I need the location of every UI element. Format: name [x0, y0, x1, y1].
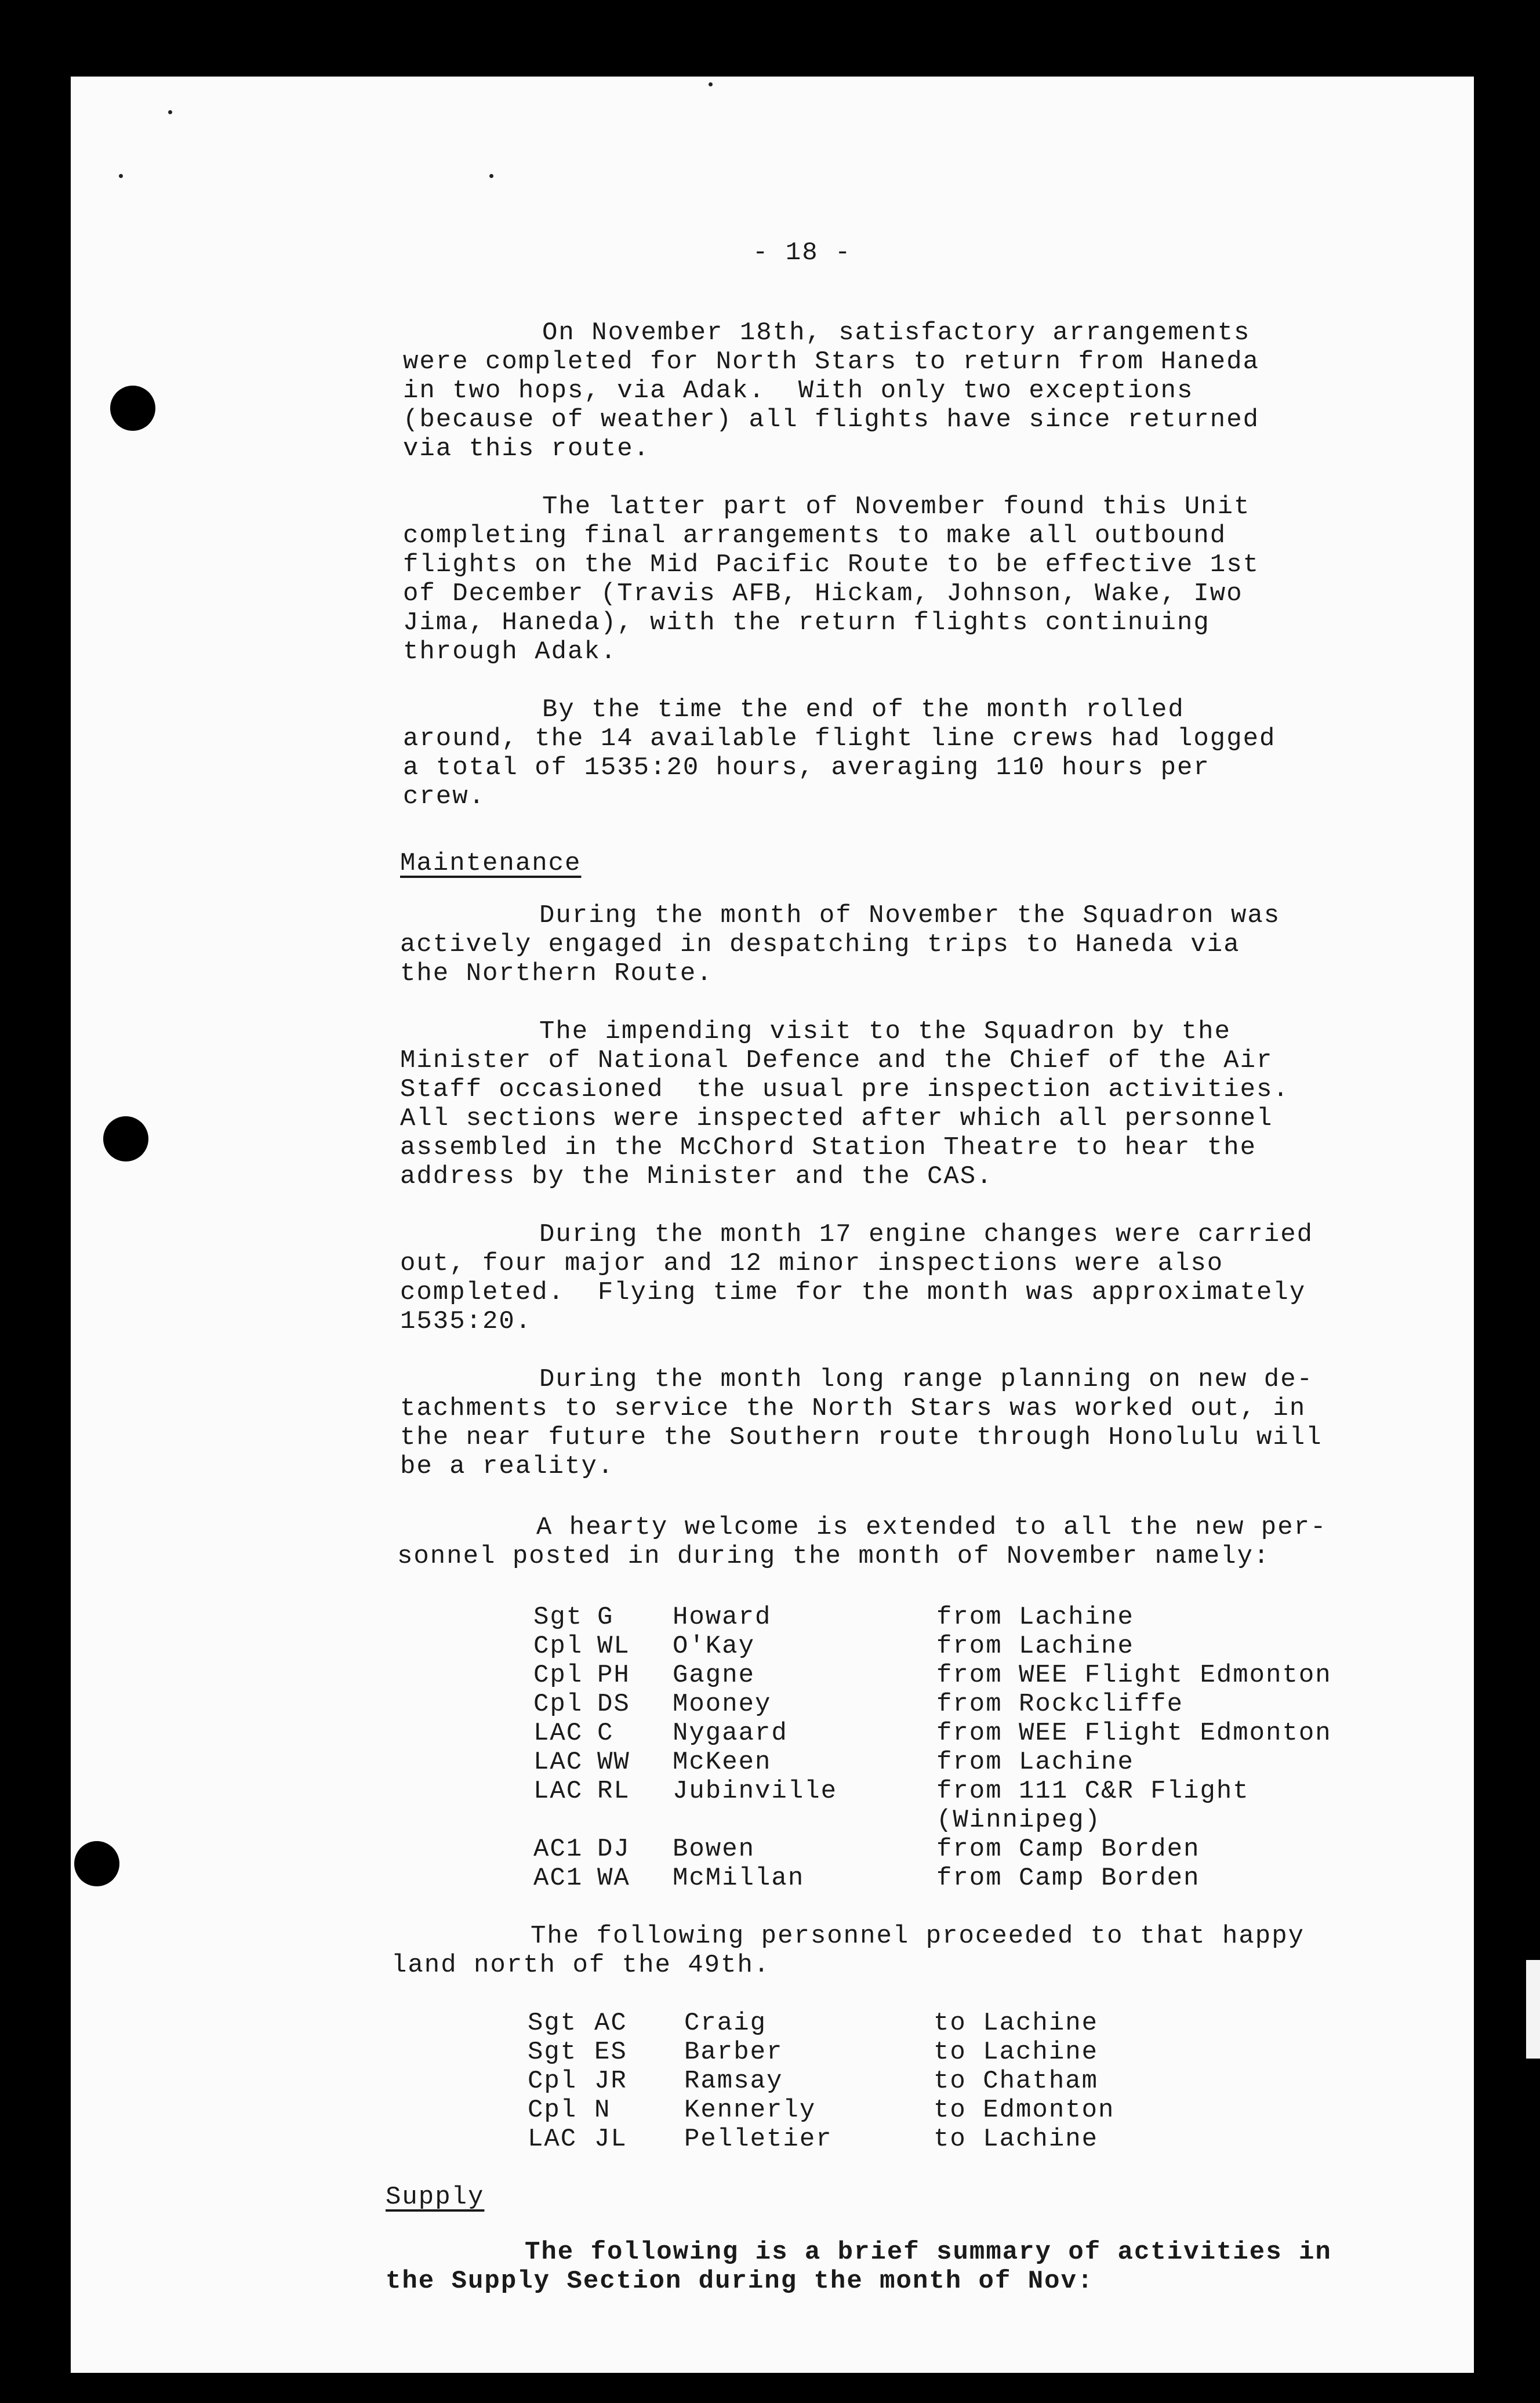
arrival-row-rank: Cpl	[533, 1632, 583, 1661]
departure-row-name: Craig	[684, 2009, 767, 2038]
text-line: The impending visit to the Squadron by the	[539, 1017, 1231, 1046]
text-line: actively engaged in despatching trips to Haneda via	[400, 930, 1240, 959]
arrival-row-from: from WEE Flight Edmonton	[936, 1661, 1332, 1690]
text-line: During the month 17 engine changes were carried	[539, 1220, 1314, 1249]
text-line: the near future the Southern route through Honolulu will	[400, 1423, 1323, 1452]
departure-row-name: Ramsay	[684, 2067, 783, 2096]
text-line: The latter part of November found this Unit	[542, 492, 1251, 521]
arrival-row-from: (Winnipeg)	[936, 1806, 1102, 1835]
arrival-row-init: G	[597, 1603, 614, 1632]
arrival-row-rank: Cpl	[533, 1690, 583, 1719]
text-line: The following personnel proceeded to that happy	[531, 1922, 1305, 1951]
arrival-row-rank: LAC	[533, 1748, 583, 1777]
arrival-row-init: DJ	[597, 1835, 630, 1864]
text-line: address by the Minister and the CAS.	[400, 1162, 993, 1191]
text-line: By the time the end of the month rolled	[542, 695, 1185, 724]
departure-row-to: to Lachine	[934, 2038, 1099, 2067]
arrival-row-from: from Lachine	[936, 1748, 1134, 1777]
departure-row-rank: LAC	[528, 2125, 578, 2154]
supply-heading: Supply	[386, 2183, 485, 2212]
text-line: land north of the 49th.	[391, 1951, 771, 1980]
speck-mark	[489, 174, 493, 178]
text-line: All sections were inspected after which all personnel	[400, 1104, 1273, 1133]
arrival-row-from: from Camp Borden	[936, 1864, 1200, 1893]
text-line: On November 18th, satisfactory arrangements	[542, 318, 1251, 347]
arrival-row-rank: LAC	[533, 1719, 583, 1748]
arrival-row-name: Jubinville	[673, 1777, 838, 1806]
arrival-row-from: from Lachine	[936, 1632, 1134, 1661]
arrival-row-name: Nygaard	[673, 1719, 788, 1748]
arrival-row-rank: Sgt	[533, 1603, 583, 1632]
text-line: be a reality.	[400, 1452, 615, 1481]
text-line: the Supply Section during the month of Nov:	[386, 2267, 1094, 2296]
arrival-row-from: from 111 C&R Flight	[936, 1777, 1250, 1806]
speck-mark	[709, 82, 713, 86]
text-line: a total of 1535:20 hours, averaging 110 hours per	[403, 753, 1210, 782]
departure-row-name: Pelletier	[684, 2125, 833, 2154]
text-line: Jima, Haneda), with the return flights continuing	[403, 608, 1210, 637]
departure-row-init: ES	[594, 2038, 627, 2067]
departure-row-to: to Chatham	[934, 2067, 1099, 2096]
next-page-edge	[1526, 1960, 1540, 2059]
arrival-row-init: C	[597, 1719, 614, 1748]
text-line: around, the 14 available flight line crews had logged	[403, 724, 1276, 753]
speck-mark	[119, 174, 123, 178]
departure-row-init: JL	[594, 2125, 627, 2154]
arrival-row-from: from Camp Borden	[936, 1835, 1200, 1864]
text-line: completing final arrangements to make all outbound	[403, 521, 1227, 550]
text-line: assembled in the McChord Station Theatre to hear the	[400, 1133, 1257, 1162]
departure-row-name: Barber	[684, 2038, 783, 2067]
arrival-row-init: RL	[597, 1777, 630, 1806]
departure-row-rank: Sgt	[528, 2038, 578, 2067]
text-line: via this route.	[403, 434, 651, 463]
text-line: out, four major and 12 minor inspections were also	[400, 1249, 1224, 1278]
departure-row-rank: Cpl	[528, 2096, 578, 2125]
punch-hole	[74, 1841, 119, 1886]
speck-mark	[168, 110, 172, 114]
text-line: 1535:20.	[400, 1307, 532, 1336]
departure-row-init: JR	[594, 2067, 627, 2096]
text-line: During the month of November the Squadron was	[539, 901, 1281, 930]
arrival-row-init: WL	[597, 1632, 630, 1661]
text-line: Staff occasioned the usual pre inspection activities.	[400, 1075, 1290, 1104]
arrival-row-name: Howard	[673, 1603, 772, 1632]
departure-row-init: AC	[594, 2009, 627, 2038]
text-line: in two hops, via Adak. With only two exceptions	[403, 376, 1194, 405]
departure-row-to: to Lachine	[934, 2125, 1099, 2154]
arrival-row-rank: AC1	[533, 1864, 583, 1893]
arrival-row-rank: AC1	[533, 1835, 583, 1864]
maintenance-heading: Maintenance	[400, 849, 582, 878]
punch-hole	[110, 386, 155, 431]
text-line: A hearty welcome is extended to all the new per-	[536, 1513, 1327, 1542]
text-line: through Adak.	[403, 637, 618, 666]
arrival-row-name: Bowen	[673, 1835, 756, 1864]
departure-row-rank: Sgt	[528, 2009, 578, 2038]
page-number: - 18 -	[753, 238, 852, 267]
arrival-row-init: WA	[597, 1864, 630, 1893]
departure-row-to: to Edmonton	[934, 2096, 1115, 2125]
text-line: The following is a brief summary of activities in	[525, 2238, 1332, 2267]
text-line: During the month long range planning on new de-	[539, 1365, 1314, 1394]
text-line: Minister of National Defence and the Chief of the Air	[400, 1046, 1273, 1075]
arrival-row-init: WW	[597, 1748, 630, 1777]
arrival-row-init: DS	[597, 1690, 630, 1719]
arrival-row-name: Gagne	[673, 1661, 756, 1690]
text-line: were completed for North Stars to return from Haneda	[403, 347, 1260, 376]
departure-row-to: to Lachine	[934, 2009, 1099, 2038]
arrival-row-name: Mooney	[673, 1690, 772, 1719]
departure-row-name: Kennerly	[684, 2096, 816, 2125]
text-line: of December (Travis AFB, Hickam, Johnson, Wake, Iwo	[403, 579, 1243, 608]
arrival-row-name: McMillan	[673, 1864, 805, 1893]
text-line: (because of weather) all flights have since returned	[403, 405, 1260, 434]
arrival-row-rank: Cpl	[533, 1661, 583, 1690]
arrival-row-from: from Rockcliffe	[936, 1690, 1184, 1719]
text-line: flights on the Mid Pacific Route to be effective 1st	[403, 550, 1260, 579]
text-line: completed. Flying time for the month was approximately	[400, 1278, 1306, 1307]
punch-hole	[103, 1116, 148, 1161]
arrival-row-from: from WEE Flight Edmonton	[936, 1719, 1332, 1748]
arrival-row-rank: LAC	[533, 1777, 583, 1806]
text-line: crew.	[403, 782, 486, 811]
departure-row-init: N	[594, 2096, 611, 2125]
arrival-row-init: PH	[597, 1661, 630, 1690]
arrival-row-name: O'Kay	[673, 1632, 756, 1661]
arrival-row-from: from Lachine	[936, 1603, 1134, 1632]
text-line: sonnel posted in during the month of November namely:	[397, 1542, 1270, 1571]
arrival-row-name: McKeen	[673, 1748, 772, 1777]
text-line: the Northern Route.	[400, 959, 713, 988]
departure-row-rank: Cpl	[528, 2067, 578, 2096]
text-line: tachments to service the North Stars was worked out, in	[400, 1394, 1306, 1423]
